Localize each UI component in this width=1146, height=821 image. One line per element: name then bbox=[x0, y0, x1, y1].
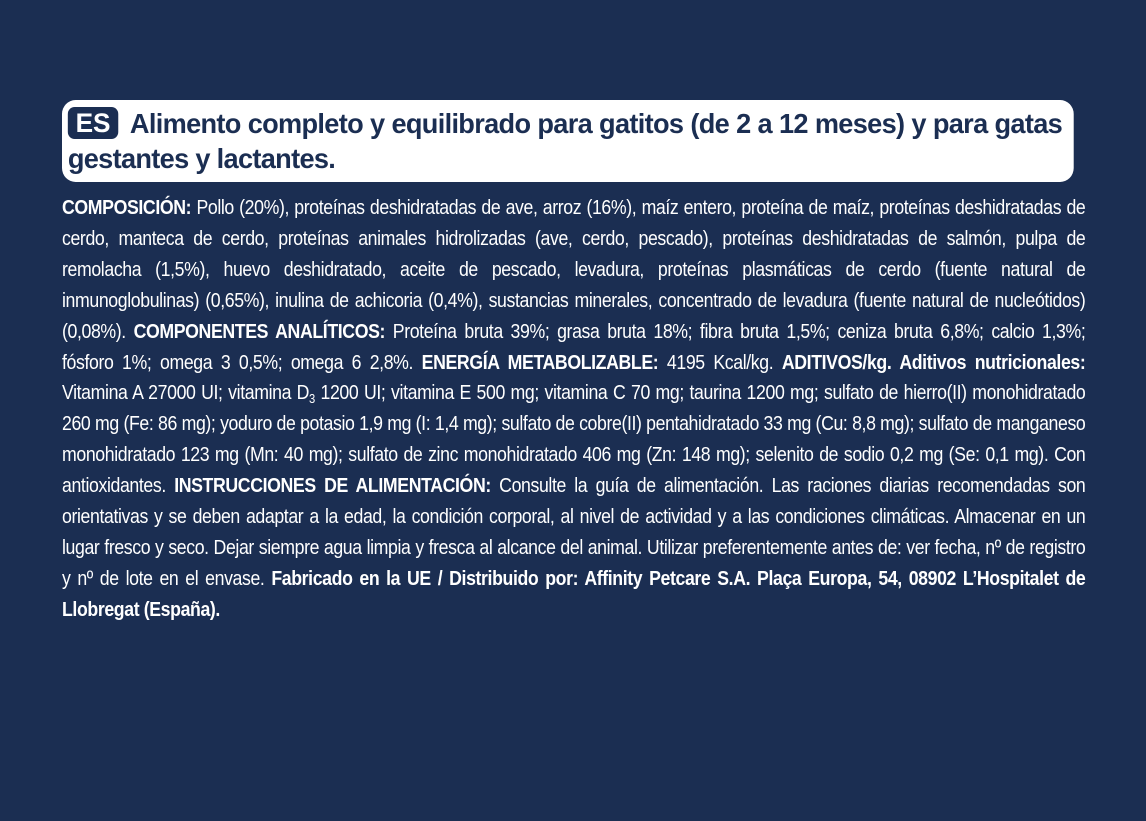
instrucciones-label: INSTRUCCIONES DE ALIMENTACIÓN: bbox=[174, 474, 491, 498]
energia-text: 4195 Kcal/kg. bbox=[666, 350, 774, 374]
analiticos-text: Proteína bruta 39%; grasa bruta 18%; fibra bruta 1,5%; ceniza bruta 6,8%; calcio 1,3%; fósforo 1%; omega 3 0,5%; omega 6 2,8%. bbox=[62, 319, 1086, 374]
instrucciones-text: Consulte la guía de alimentación. Las raciones diarias recomendadas son orientativas y se deben adaptar a la edad, la condición corporal, al nivel de actividad y a las condiciones climáticas. Almacenar en un lugar fresco y seco. Dejar siempre agua limpia y fresca al alcance del animal. Utilizar preferentemente antes de: ver fecha, nº de registro y nº de lote en el envase. bbox=[62, 474, 1086, 590]
aditivos-subscript: 3 bbox=[309, 391, 315, 407]
aditivos-label: ADITIVOS/kg. Aditivos nutricionales: bbox=[781, 350, 1086, 374]
analiticos-label: COMPONENTES ANALÍTICOS: bbox=[133, 319, 386, 343]
composicion-text: Pollo (20%), proteínas deshidratadas de ave, arroz (16%), maíz entero, proteína de maíz, proteínas deshidratadas de cerdo, manteca de cerdo, proteínas animales hidrolizadas (ave, cerdo, pescado), proteínas deshidratadas de salmón, pulpa de remolacha (1,5%), huevo deshidratado, aceite de pescado, levadura, proteínas plasmáticas de cerdo (fuente natural de inmunoglobulinas) (0,65%), inulina de achicoria (0,4%), sustancias minerales, concentrado de levadura (fuente natural de nucleótidos) (0,08%). bbox=[62, 196, 1086, 343]
aditivos-text-end: 1200 UI; vitamina E 500 mg; vitamina C 70 mg; taurina 1200 mg; sulfato de hierro(II) monohidratado 260 mg (Fe: 86 mg); yoduro de potasio 1,9 mg (I: 1,4 mg); sulfato de cobre(II) pentahidratado 33 mg (Cu: 8,8 mg); sulfato de manganeso monohidratado 123 mg (Mn: 40 mg); sulfato de zinc monohidratado 406 mg (Zn: 148 mg); selenito de sodio 0,2 mg (Se: 0,1 mg). Con antioxidantes. bbox=[62, 381, 1086, 498]
composicion-label: COMPOSICIÓN: bbox=[62, 196, 192, 219]
headline-text: Alimento completo y equilibrado para gatitos (de 2 a 12 meses) y para gatas gestantes y lactantes. bbox=[67, 108, 1063, 174]
product-label bbox=[62, 100, 1086, 626]
aditivos-text-start: Vitamina A 27000 UI; vitamina D bbox=[62, 381, 310, 405]
label-body-text bbox=[62, 193, 1085, 626]
headline-box bbox=[62, 100, 1074, 182]
language-badge: ES bbox=[68, 107, 118, 139]
energia-label: ENERGÍA METABOLIZABLE: bbox=[421, 350, 659, 374]
fabricado-text: Fabricado en la UE / Distribuido por: Affinity Petcare S.A. Plaça Europa, 54, 08902 L’Hospitalet de Llobregat (España). bbox=[62, 566, 1086, 621]
